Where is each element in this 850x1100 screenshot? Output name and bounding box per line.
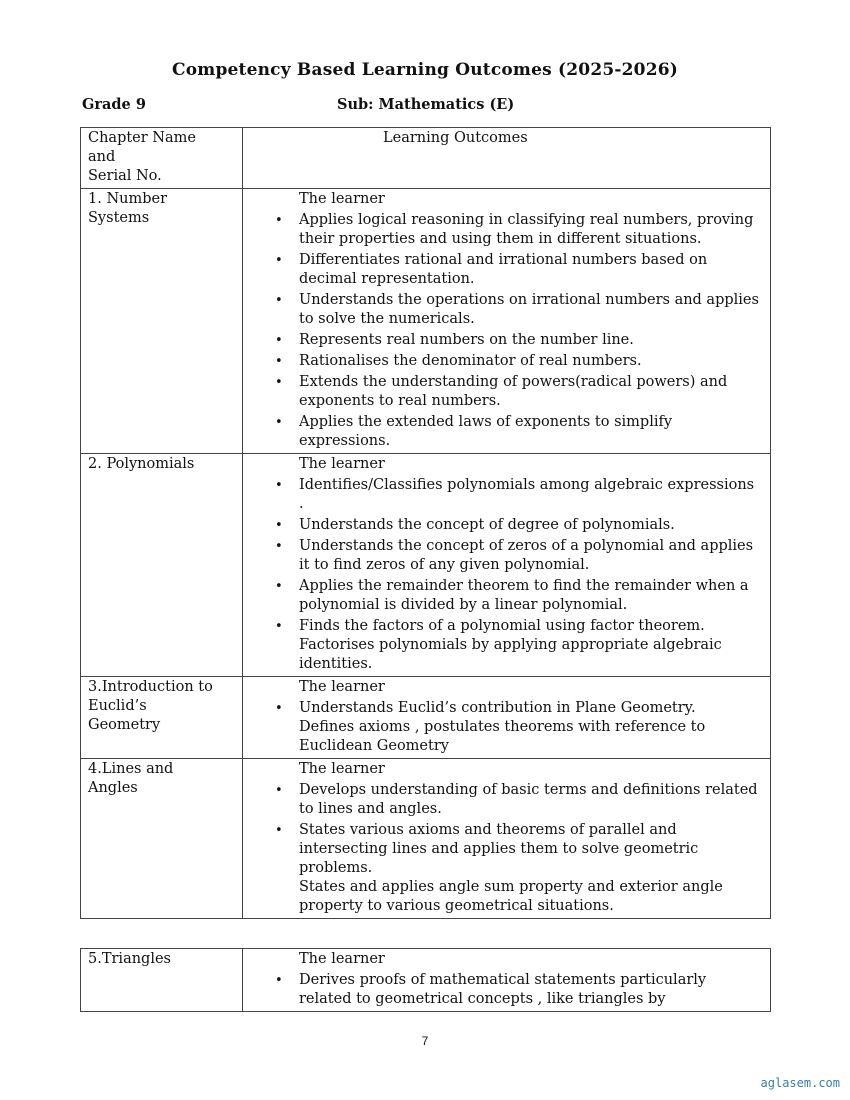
outcomes-cell bbox=[243, 949, 771, 1012]
outcome-item: • Identifies/Classifies polynomials among algebraic expressions . bbox=[243, 476, 760, 514]
watermark: aglasem.com bbox=[760, 1076, 840, 1090]
chapter-name-line: 1. Number bbox=[88, 191, 168, 207]
chapter-name-line: 5.Triangles bbox=[88, 951, 171, 967]
learner-intro: The learner bbox=[299, 761, 385, 777]
outcome-continuation: Defines axioms , postulates theorems with reference to Euclidean Geometry bbox=[299, 719, 706, 754]
chapter-cell bbox=[81, 454, 243, 677]
outcomes-cell bbox=[243, 677, 771, 759]
table-row bbox=[81, 189, 771, 454]
learner-intro: The learner bbox=[299, 456, 385, 472]
outcome-item: • Derives proofs of mathematical statements particularly related to geometrical concepts , like triangles by bbox=[243, 971, 760, 1009]
outcome-list bbox=[243, 211, 760, 451]
outcomes-cell bbox=[243, 454, 771, 677]
outcome-item: • Understands the concept of degree of polynomials. bbox=[243, 516, 760, 535]
outcome-item: • Understands Euclid’s contribution in Plane Geometry. bbox=[243, 699, 760, 718]
chapter-name-line: 4.Lines and bbox=[88, 761, 174, 777]
chapter-name-line: Geometry bbox=[88, 717, 161, 733]
outcome-continuation: Factorises polynomials by applying appropriate algebraic identities. bbox=[299, 637, 722, 672]
outcome-item: • States various axioms and theorems of parallel and intersecting lines and applies them to solve geometric problems. bbox=[243, 821, 760, 878]
chapter-name-line: Systems bbox=[88, 210, 150, 226]
outcome-item: • Differentiates rational and irrational numbers based on decimal representation. bbox=[243, 251, 760, 289]
outcome-item: • Represents real numbers on the number line. bbox=[243, 331, 760, 350]
outcomes-cell bbox=[243, 189, 771, 454]
outcomes-cell bbox=[243, 759, 771, 919]
table-row bbox=[81, 454, 771, 677]
learner-intro: The learner bbox=[299, 191, 385, 207]
chapter-cell bbox=[81, 189, 243, 454]
outcome-list bbox=[243, 781, 760, 878]
document-title: Competency Based Learning Outcomes (2025-2026) bbox=[171, 60, 678, 80]
outcome-item: • Understands the concept of zeros of a polynomial and applies it to find zeros of any given polynomial. bbox=[243, 537, 760, 575]
table-row bbox=[81, 759, 771, 919]
learner-intro: The learner bbox=[299, 679, 385, 695]
outcome-item: • Understands the operations on irrational numbers and applies to solve the numericals. bbox=[243, 291, 760, 329]
table-row bbox=[81, 677, 771, 759]
outcome-item: • Develops understanding of basic terms and definitions related to lines and angles. bbox=[243, 781, 760, 819]
outcome-item: • Applies the remainder theorem to find the remainder when a polynomial is divided by a linear polynomial. bbox=[243, 577, 760, 615]
chapter-cell bbox=[81, 759, 243, 919]
outcome-list bbox=[243, 699, 760, 718]
column-header-chapter-line: and bbox=[88, 149, 116, 165]
learning-outcomes-table bbox=[80, 127, 771, 919]
outcome-list bbox=[243, 971, 760, 1009]
outcome-item: • Extends the understanding of powers(radical powers) and exponents to real numbers. bbox=[243, 373, 760, 411]
chapter-name-line: 2. Polynomials bbox=[88, 456, 195, 472]
column-header-chapter-line: Serial No. bbox=[88, 168, 162, 184]
chapter-name-line: 3.Introduction to bbox=[88, 679, 213, 695]
outcome-item: • Finds the factors of a polynomial using factor theorem. bbox=[243, 617, 760, 636]
outcome-list bbox=[243, 476, 760, 636]
page-number: 7 bbox=[421, 1034, 429, 1048]
subject-label: Sub: Mathematics (E) bbox=[337, 96, 515, 113]
chapter-cell bbox=[81, 677, 243, 759]
outcome-item: • Applies the extended laws of exponents to simplify expressions. bbox=[243, 413, 760, 451]
grade-label: Grade 9 bbox=[82, 96, 146, 113]
outcome-item: • Applies logical reasoning in classifying real numbers, proving their properties and using them in different situations. bbox=[243, 211, 760, 249]
table-row bbox=[81, 949, 771, 1012]
chapter-cell bbox=[81, 949, 243, 1012]
column-header-chapter bbox=[81, 128, 243, 189]
outcome-item: • Rationalises the denominator of real numbers. bbox=[243, 352, 760, 371]
learning-outcomes-table-continued bbox=[80, 948, 771, 1012]
column-header-outcomes bbox=[243, 128, 771, 189]
learner-intro: The learner bbox=[299, 951, 385, 967]
outcome-continuation: States and applies angle sum property and exterior angle property to various geometrical situations. bbox=[299, 879, 723, 914]
chapter-name-line: Angles bbox=[88, 780, 138, 796]
table-header-row bbox=[81, 128, 771, 189]
chapter-name-line: Euclid’s bbox=[88, 698, 147, 714]
column-header-outcomes-text: Learning Outcomes bbox=[383, 130, 528, 146]
column-header-chapter-line: Chapter Name bbox=[88, 130, 196, 146]
